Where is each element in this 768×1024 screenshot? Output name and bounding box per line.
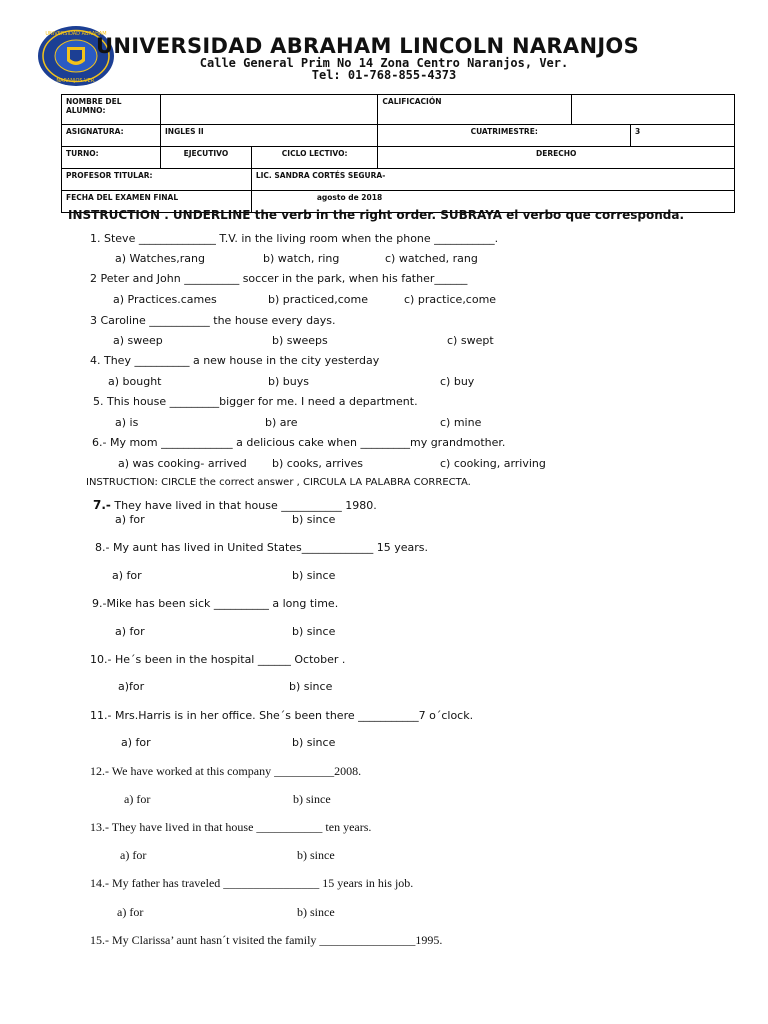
asignatura-value: INGLES II: [161, 125, 378, 147]
svg-text:NARANJOS VER.: NARANJOS VER.: [56, 78, 96, 84]
q11-option-b[interactable]: b) since: [292, 736, 336, 749]
q3-option-b[interactable]: b) sweeps: [272, 334, 328, 347]
q6-option-c[interactable]: c) cooking, arriving: [440, 457, 546, 470]
question-2: 2 Peter and John __________ soccer in the park, when his father______: [90, 272, 468, 285]
question-14: 14.- My father has traveled ________________ 15 years in his job.: [90, 876, 414, 890]
ciclo-value: DERECHO: [378, 147, 735, 169]
calificacion-label: CALIFICACIÓN: [378, 95, 571, 125]
nombre-field[interactable]: [161, 95, 378, 125]
q3-option-c[interactable]: c) swept: [447, 334, 494, 347]
question-5: 5. This house _________bigger for me. I need a department.: [93, 395, 418, 408]
fecha-label: FECHA DEL EXAMEN FINAL: [62, 191, 252, 213]
q4-option-c[interactable]: c) buy: [440, 375, 475, 388]
svg-text:UNIVERSIDAD ABRAHAM: UNIVERSIDAD ABRAHAM: [45, 31, 107, 37]
q6-option-a[interactable]: a) was cooking- arrived: [118, 457, 247, 470]
question-6: 6.- My mom _____________ a delicious cake when _________my grandmother.: [92, 436, 506, 449]
q5-option-b[interactable]: b) are: [265, 416, 298, 429]
q4-option-a[interactable]: a) bought: [108, 375, 162, 388]
q4-option-b[interactable]: b) buys: [268, 375, 309, 388]
question-10: 10.- He´s been in the hospital ______ October .: [90, 653, 346, 666]
ciclo-label: CICLO LECTIVO:: [251, 147, 378, 169]
q9-option-a[interactable]: a) for: [115, 625, 145, 638]
q3-option-a[interactable]: a) sweep: [113, 334, 163, 347]
turno-value: EJECUTIVO: [161, 147, 252, 169]
instruction-circle: INSTRUCTION: CIRCLE the correct answer , CIRCULA LA PALABRA CORRECTA.: [86, 477, 471, 488]
q2-option-c[interactable]: c) practice,come: [404, 293, 497, 306]
q9-option-b[interactable]: b) since: [292, 625, 336, 638]
turno-label: TURNO:: [62, 147, 161, 169]
profesor-label: PROFESOR TITULAR:: [62, 169, 252, 191]
q1-option-c[interactable]: c) watched, rang: [385, 252, 478, 265]
question-9: 9.-Mike has been sick __________ a long time.: [92, 597, 339, 610]
calificacion-field[interactable]: [571, 95, 734, 125]
question-4: 4. They __________ a new house in the city yesterday: [90, 354, 380, 367]
q1-option-b[interactable]: b) watch, ring: [263, 252, 340, 265]
q12-option-b[interactable]: b) since: [293, 792, 331, 806]
question-7-number: 7.-: [93, 498, 111, 512]
q12-option-a[interactable]: a) for: [124, 792, 151, 806]
q1-option-a[interactable]: a) Watches,rang: [115, 252, 205, 265]
student-info-table: [61, 94, 735, 213]
question-7-text: They have lived in that house ___________ 1980.: [114, 499, 377, 512]
address-line: Calle General Prim No 14 Zona Centro Naranjos, Ver.: [199, 56, 569, 70]
q5-option-c[interactable]: c) mine: [440, 416, 482, 429]
profesor-value: LIC. SANDRA CORTÉS SEGURA-: [251, 169, 734, 191]
cuatrimestre-value: 3: [631, 125, 735, 147]
q8-option-b[interactable]: b) since: [292, 569, 336, 582]
q10-option-a[interactable]: a)for: [118, 680, 145, 693]
q13-option-b[interactable]: b) since: [297, 848, 335, 862]
q2-option-a[interactable]: a) Practices.cames: [113, 293, 217, 306]
phone-line: Tel: 01-768-855-4373: [311, 68, 457, 82]
question-15: 15.- My Clarissa’ aunt hasn´t visited the family ________________1995.: [90, 933, 443, 947]
university-title: UNIVERSIDAD ABRAHAM LINCOLN NARANJOS: [96, 34, 640, 58]
q7-option-b[interactable]: b) since: [292, 513, 336, 526]
q13-option-a[interactable]: a) for: [120, 848, 147, 862]
q8-option-a[interactable]: a) for: [112, 569, 142, 582]
nombre-label: NOMBRE DEL ALUMNO:: [62, 95, 161, 125]
question-1: 1. Steve ______________ T.V. in the living room when the phone ___________.: [90, 232, 499, 245]
q14-option-a[interactable]: a) for: [117, 905, 144, 919]
question-8: 8.- My aunt has lived in United States_____________ 15 years.: [95, 541, 429, 554]
fecha-value: agosto de 2018: [251, 191, 734, 213]
question-13: 13.- They have lived in that house ___________ ten years.: [90, 820, 372, 834]
q5-option-a[interactable]: a) is: [115, 416, 139, 429]
q6-option-b[interactable]: b) cooks, arrives: [272, 457, 364, 470]
q10-option-b[interactable]: b) since: [289, 680, 333, 693]
question-12: 12.- We have worked at this company __________2008.: [90, 764, 362, 778]
question-3: 3 Caroline ___________ the house every days.: [90, 314, 336, 327]
q7-option-a[interactable]: a) for: [115, 513, 145, 526]
instruction-underline: INSTRUCTION . UNDERLINE the verb in the right order. SUBRAYA el verbo que corresponda.: [68, 208, 685, 222]
question-11: 11.- Mrs.Harris is in her office. She´s been there ___________7 o´clock.: [90, 709, 474, 722]
q14-option-b[interactable]: b) since: [297, 905, 335, 919]
asignatura-label: ASIGNATURA:: [62, 125, 161, 147]
q11-option-a[interactable]: a) for: [121, 736, 151, 749]
question-7: [93, 498, 377, 512]
q2-option-b[interactable]: b) practiced,come: [268, 293, 368, 306]
cuatrimestre-label: CUATRIMESTRE:: [378, 125, 631, 147]
